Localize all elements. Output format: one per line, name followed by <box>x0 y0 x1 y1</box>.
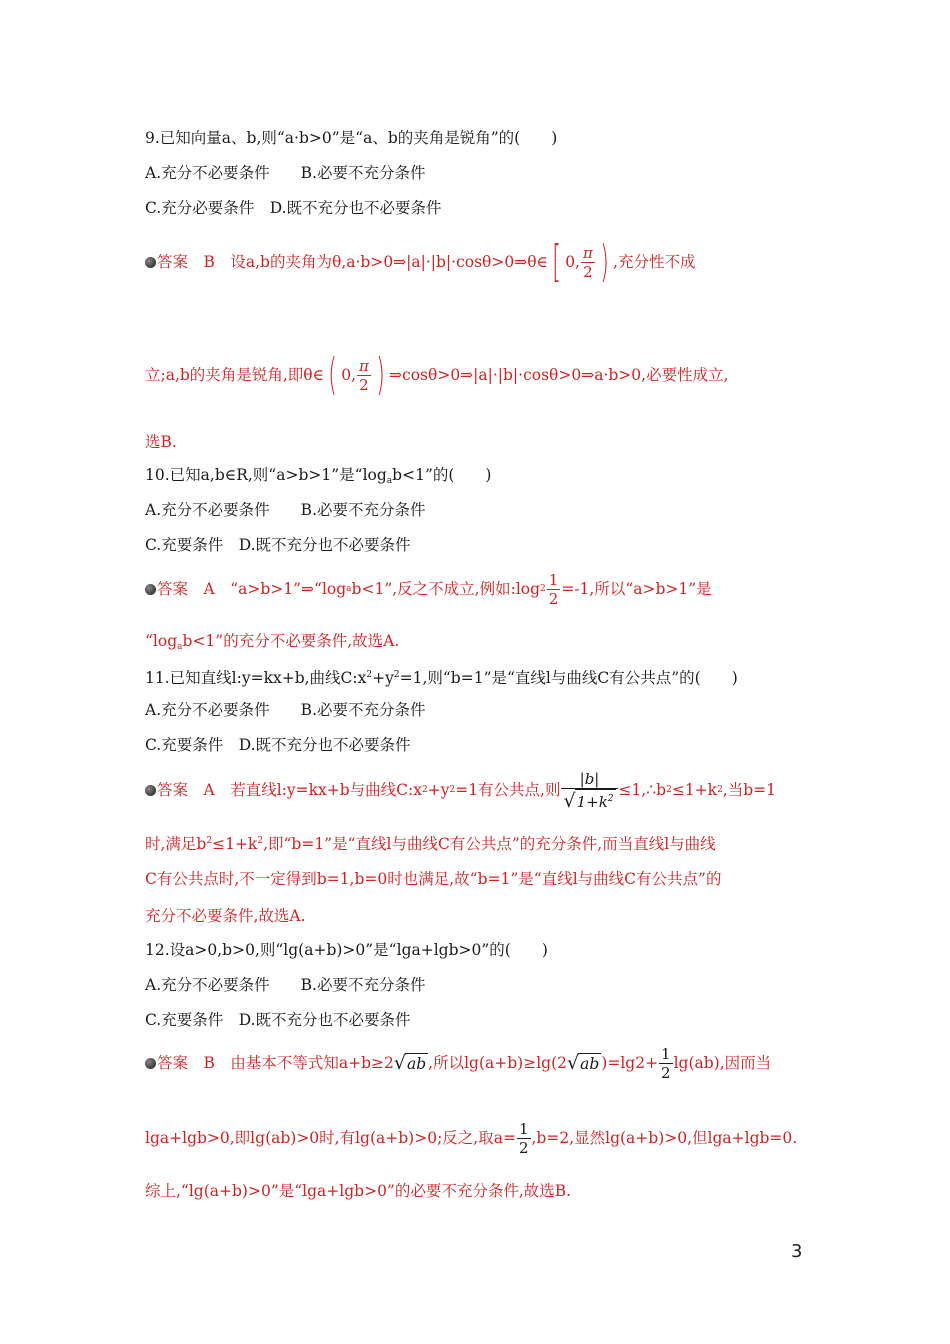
sqrt-ab-2 <box>567 1053 601 1074</box>
radicand-text: 1+k <box>576 792 608 811</box>
q12-ans-a: 答案 B 由基本不等式知a+b≥2 <box>157 1054 394 1072</box>
q11-answer-line1 <box>145 764 776 816</box>
q9-answer-text-1: 答案 B 设a,b的夹角为θ,a·b>0⇒|a|·|b|·cosθ>0⇒θ∈ <box>157 253 549 271</box>
q11-answer-line3: C有公共点时,不一定得到b=1,b=0时也满足,故“b=1”是“直线l与曲线C有公共点”的 <box>145 870 722 888</box>
q11-ans-sup2: 2 <box>449 785 456 795</box>
q11-ans2-sup1: 2 <box>206 836 213 846</box>
q12-answer-line2 <box>145 1116 797 1160</box>
pi-over-two-2 <box>357 357 371 394</box>
q11-options-ab: A.充分不必要条件 B.必要不充分条件 <box>145 701 426 719</box>
one-half <box>547 571 561 608</box>
q11-sup1: 2 <box>366 670 373 680</box>
q11-options-cd: C.充要条件 D.既不充分也不必要条件 <box>145 736 411 754</box>
frac-num: π <box>582 243 593 262</box>
frac-num: 1 <box>548 570 559 589</box>
one-half <box>659 1045 673 1082</box>
q11-ans-sup4: 2 <box>717 785 723 795</box>
q10-ans-sub2: 2 <box>540 584 546 594</box>
q10-ans2-b: b<1”的充分不必要条件,故选A. <box>182 632 400 650</box>
q10-stem-a: 10.已知a,b∈R,则“a>b>1”是“log <box>145 466 387 484</box>
q9-options-cd: C.充分必要条件 D.既不充分也不必要条件 <box>145 199 442 217</box>
q12-options-ab: A.充分不必要条件 B.必要不充分条件 <box>145 976 426 994</box>
q11-sup2: 2 <box>393 670 400 680</box>
q11-ans2-b: ≤1+k <box>212 835 258 853</box>
q11-ans2-c: ,即“b=1”是“直线l与曲线C有公共点”的充分条件,而当直线l与曲线 <box>263 835 716 853</box>
left-paren: ( <box>328 349 337 400</box>
q9-options-ab: A.充分不必要条件 B.必要不充分条件 <box>145 164 426 182</box>
q11-ans-a: 答案 A 若直线l:y=kx+b与曲线C:x <box>157 781 422 799</box>
right-paren-2: ) <box>376 349 385 400</box>
b-over-sqrt <box>561 770 617 811</box>
frac-den: 2 <box>359 375 369 394</box>
q10-ans-a: 答案 A “a>b>1”⇒“log <box>157 580 347 598</box>
frac-num: 1 <box>661 1044 671 1063</box>
q9-answer-line1 <box>145 232 695 292</box>
q11-answer-line4: 充分不必要条件,故选A. <box>145 907 306 925</box>
frac-den: 2 <box>661 1063 671 1082</box>
q10-answer-line1 <box>145 567 712 611</box>
sqrt-ab-1 <box>394 1053 428 1074</box>
q10-options-cd: C.充要条件 D.既不充分也不必要条件 <box>145 536 411 554</box>
radicand-sup: 2 <box>607 793 614 804</box>
right-paren: ) <box>600 236 609 287</box>
page-number: 3 <box>791 1241 803 1262</box>
answer-marker-icon <box>145 785 156 796</box>
q10-ans-sub1: a <box>346 584 352 594</box>
q11-stem-b: +y <box>372 669 394 687</box>
interval-start: 0, <box>565 253 580 271</box>
q12-ans2-b: ,b=2,显然lg(a+b)>0,但lga+lgb=0. <box>531 1129 798 1147</box>
frac-den: 2 <box>548 589 559 608</box>
q11-ans-b: +y <box>427 781 450 799</box>
answer-marker-icon <box>145 257 156 268</box>
q10-sub: a <box>386 476 393 486</box>
frac-den: 2 <box>583 262 593 281</box>
frac-num: π <box>359 356 369 375</box>
answer-marker-icon <box>145 1058 156 1069</box>
q12-answer-line1 <box>145 1040 771 1086</box>
frac-den: 2 <box>518 1138 529 1157</box>
q11-ans-sup1: 2 <box>421 785 428 795</box>
frac-num: |b| <box>579 769 600 788</box>
q12-ans-d: lg(ab),因而当 <box>673 1054 772 1072</box>
answer-marker-icon <box>145 584 156 595</box>
radical-icon: √ <box>393 1051 406 1074</box>
q9-answer-line2 <box>145 345 729 405</box>
q11-ans-sup3: 2 <box>666 785 672 795</box>
q11-answer-line2 <box>145 831 716 854</box>
q10-ans2-a: “log <box>145 632 178 650</box>
q11-ans-e: ≤1+k <box>671 781 718 799</box>
q11-ans-f: ,当b=1 <box>722 781 776 799</box>
q12-ans-b: ,所以lg(a+b)≥lg(2 <box>428 1054 567 1072</box>
q9-stem: 9.已知向量a、b,则“a·b>0”是“a、b的夹角是锐角”的( ) <box>145 129 558 147</box>
q10-ans2-sub: a <box>177 642 183 652</box>
q12-ans-c: )=lg2+ <box>601 1054 659 1072</box>
q12-stem: 12.设a>0,b>0,则“lg(a+b)>0”是“lga+lgb>0”的( ) <box>145 941 548 959</box>
frac-den <box>561 789 617 811</box>
frac-num: 1 <box>518 1119 529 1138</box>
q9-answer-text-4: ⇒cosθ>0⇒|a|·|b|·cosθ>0⇒a·b>0,必要性成立, <box>389 366 729 384</box>
one-half-2 <box>517 1120 531 1157</box>
q11-stem <box>145 665 738 688</box>
radical-icon: √ <box>567 1051 580 1074</box>
q10-ans-b: b<1”,反之不成立,例如:log <box>351 580 541 598</box>
q9-answer-text-3: 立;a,b的夹角是锐角,即θ∈ <box>145 366 325 384</box>
q11-stem-a: 11.已知直线l:y=kx+b,曲线C:x <box>145 669 367 687</box>
q11-ans2-a: 时,满足b <box>145 835 207 853</box>
q10-ans-c: =-1,所以“a>b>1”是 <box>561 580 712 598</box>
interval-start-2: 0, <box>341 366 357 384</box>
radicand: ab <box>407 1054 427 1073</box>
radicand <box>575 789 616 811</box>
q9-answer-line3: 选B. <box>145 433 177 451</box>
q11-ans-d: ≤1,∴b <box>618 781 667 799</box>
q9-answer-text-2: ,充分性不成 <box>613 253 696 271</box>
radical-icon: √ <box>563 789 576 812</box>
radicand: ab <box>580 1054 600 1073</box>
left-bracket: [ <box>552 236 561 287</box>
q10-stem-b: b<1”的( ) <box>392 466 492 484</box>
q12-options-cd: C.充要条件 D.既不充分也不必要条件 <box>145 1011 411 1029</box>
q12-answer-line3: 综上,“lg(a+b)>0”是“lga+lgb>0”的必要不充分条件,故选B. <box>145 1182 572 1200</box>
pi-over-two <box>581 244 595 281</box>
q11-ans-c: =1有公共点,则 <box>455 781 561 799</box>
q10-stem <box>145 465 491 491</box>
q10-answer-line2 <box>145 631 399 657</box>
q12-ans2-a: lga+lgb>0,即lg(ab)>0时,有lg(a+b)>0;反之,取a= <box>145 1129 516 1147</box>
q11-ans2-sup2: 2 <box>257 836 264 846</box>
q10-options-ab: A.充分不必要条件 B.必要不充分条件 <box>145 501 426 519</box>
q11-stem-c: =1,则“b=1”是“直线l与曲线C有公共点”的( ) <box>399 669 738 687</box>
